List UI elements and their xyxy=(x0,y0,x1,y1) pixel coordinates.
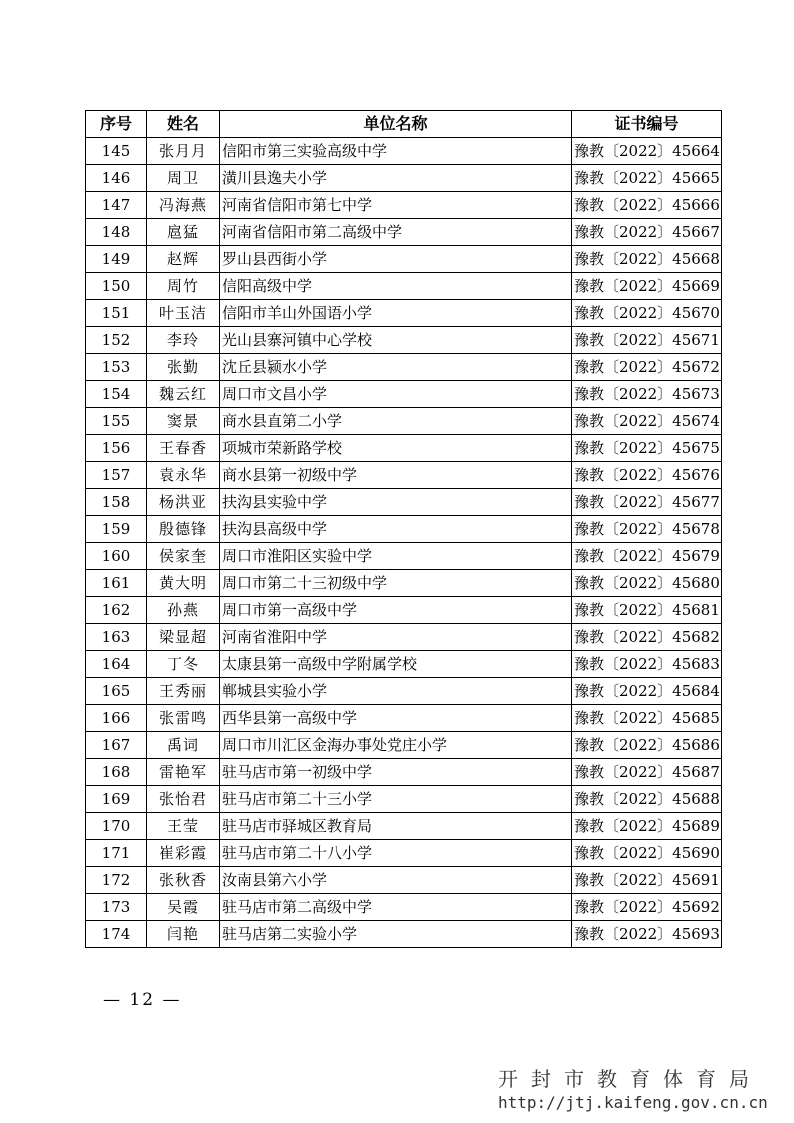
cell-no: 148 xyxy=(86,219,147,246)
cell-no: 160 xyxy=(86,543,147,570)
cell-cert: 豫教〔2022〕45668 xyxy=(572,246,722,273)
cell-unit: 驻马店第二实验小学 xyxy=(220,921,572,948)
cell-cert: 豫教〔2022〕45667 xyxy=(572,219,722,246)
cell-cert: 豫教〔2022〕45677 xyxy=(572,489,722,516)
cell-name: 黄大明 xyxy=(147,570,220,597)
cell-unit: 扶沟县高级中学 xyxy=(220,516,572,543)
cell-name: 侯家奎 xyxy=(147,543,220,570)
cell-name: 周卫 xyxy=(147,165,220,192)
cell-no: 151 xyxy=(86,300,147,327)
cell-cert: 豫教〔2022〕45673 xyxy=(572,381,722,408)
table-row xyxy=(86,705,722,732)
cell-unit: 西华县第一高级中学 xyxy=(220,705,572,732)
table-header-row xyxy=(86,111,722,138)
cell-no: 167 xyxy=(86,732,147,759)
cell-no: 171 xyxy=(86,840,147,867)
header-name: 姓名 xyxy=(147,111,220,138)
cell-unit: 商水县直第二小学 xyxy=(220,408,572,435)
cell-cert: 豫教〔2022〕45664 xyxy=(572,138,722,165)
cell-name: 赵辉 xyxy=(147,246,220,273)
cell-name: 崔彩霞 xyxy=(147,840,220,867)
cell-cert: 豫教〔2022〕45691 xyxy=(572,867,722,894)
cell-unit: 太康县第一高级中学附属学校 xyxy=(220,651,572,678)
cell-name: 雷艳军 xyxy=(147,759,220,786)
cell-cert: 豫教〔2022〕45674 xyxy=(572,408,722,435)
cell-name: 扈猛 xyxy=(147,219,220,246)
table-row xyxy=(86,624,722,651)
cell-unit: 周口市川汇区金海办事处党庄小学 xyxy=(220,732,572,759)
cell-no: 161 xyxy=(86,570,147,597)
header-unit: 单位名称 xyxy=(220,111,572,138)
table-row xyxy=(86,651,722,678)
cell-cert: 豫教〔2022〕45693 xyxy=(572,921,722,948)
cell-unit: 周口市淮阳区实验中学 xyxy=(220,543,572,570)
table-row xyxy=(86,273,722,300)
cell-name: 闫艳 xyxy=(147,921,220,948)
cell-cert: 豫教〔2022〕45666 xyxy=(572,192,722,219)
cell-unit: 河南省信阳市第二高级中学 xyxy=(220,219,572,246)
cell-unit: 光山县寨河镇中心学校 xyxy=(220,327,572,354)
cell-name: 梁显超 xyxy=(147,624,220,651)
cell-cert: 豫教〔2022〕45669 xyxy=(572,273,722,300)
cell-name: 周竹 xyxy=(147,273,220,300)
table-row xyxy=(86,219,722,246)
table-row xyxy=(86,543,722,570)
cell-unit: 沈丘县颍水小学 xyxy=(220,354,572,381)
table-row xyxy=(86,408,722,435)
cell-name: 窦景 xyxy=(147,408,220,435)
cell-no: 168 xyxy=(86,759,147,786)
cell-unit: 扶沟县实验中学 xyxy=(220,489,572,516)
cell-unit: 商水县第一初级中学 xyxy=(220,462,572,489)
cell-unit: 驻马店市第二十八小学 xyxy=(220,840,572,867)
cell-unit: 驻马店市驿城区教育局 xyxy=(220,813,572,840)
cell-name: 禹词 xyxy=(147,732,220,759)
cell-cert: 豫教〔2022〕45676 xyxy=(572,462,722,489)
cell-cert: 豫教〔2022〕45688 xyxy=(572,786,722,813)
cell-unit: 信阳高级中学 xyxy=(220,273,572,300)
cell-name: 张勤 xyxy=(147,354,220,381)
cell-no: 164 xyxy=(86,651,147,678)
table-row xyxy=(86,354,722,381)
cell-no: 173 xyxy=(86,894,147,921)
table-row xyxy=(86,435,722,462)
cell-unit: 周口市第一高级中学 xyxy=(220,597,572,624)
cell-name: 张雷鸣 xyxy=(147,705,220,732)
cell-unit: 郸城县实验小学 xyxy=(220,678,572,705)
cell-unit: 周口市第二十三初级中学 xyxy=(220,570,572,597)
cell-unit: 周口市文昌小学 xyxy=(220,381,572,408)
cell-no: 150 xyxy=(86,273,147,300)
cell-no: 159 xyxy=(86,516,147,543)
cell-name: 王秀丽 xyxy=(147,678,220,705)
table-row xyxy=(86,678,722,705)
cell-unit: 潢川县逸夫小学 xyxy=(220,165,572,192)
table-row xyxy=(86,489,722,516)
cell-cert: 豫教〔2022〕45686 xyxy=(572,732,722,759)
cell-name: 叶玉洁 xyxy=(147,300,220,327)
table-row xyxy=(86,192,722,219)
table-row xyxy=(86,516,722,543)
table-row xyxy=(86,921,722,948)
table-body xyxy=(86,138,722,948)
cell-name: 张怡君 xyxy=(147,786,220,813)
table-row xyxy=(86,246,722,273)
cell-name: 张秋香 xyxy=(147,867,220,894)
cell-no: 169 xyxy=(86,786,147,813)
cell-unit: 信阳市第三实验高级中学 xyxy=(220,138,572,165)
cell-cert: 豫教〔2022〕45685 xyxy=(572,705,722,732)
cell-unit: 河南省淮阳中学 xyxy=(220,624,572,651)
cell-name: 冯海燕 xyxy=(147,192,220,219)
cell-cert: 豫教〔2022〕45680 xyxy=(572,570,722,597)
cell-cert: 豫教〔2022〕45665 xyxy=(572,165,722,192)
cell-cert: 豫教〔2022〕45679 xyxy=(572,543,722,570)
table-row xyxy=(86,165,722,192)
cell-cert: 豫教〔2022〕45683 xyxy=(572,651,722,678)
cell-cert: 豫教〔2022〕45689 xyxy=(572,813,722,840)
cell-name: 杨洪亚 xyxy=(147,489,220,516)
cell-unit: 驻马店市第二高级中学 xyxy=(220,894,572,921)
cell-cert: 豫教〔2022〕45682 xyxy=(572,624,722,651)
table-row xyxy=(86,840,722,867)
table-row xyxy=(86,867,722,894)
page-number: — 12 — xyxy=(103,990,182,1010)
cell-name: 吴霞 xyxy=(147,894,220,921)
cell-cert: 豫教〔2022〕45684 xyxy=(572,678,722,705)
cell-name: 丁冬 xyxy=(147,651,220,678)
table-row xyxy=(86,570,722,597)
table-row xyxy=(86,894,722,921)
cell-cert: 豫教〔2022〕45690 xyxy=(572,840,722,867)
cell-no: 163 xyxy=(86,624,147,651)
cell-no: 147 xyxy=(86,192,147,219)
cell-unit: 信阳市羊山外国语小学 xyxy=(220,300,572,327)
cell-name: 李玲 xyxy=(147,327,220,354)
cell-no: 152 xyxy=(86,327,147,354)
cell-cert: 豫教〔2022〕45692 xyxy=(572,894,722,921)
table-row xyxy=(86,381,722,408)
cell-unit: 罗山县西街小学 xyxy=(220,246,572,273)
cell-no: 155 xyxy=(86,408,147,435)
table-row xyxy=(86,462,722,489)
cell-name: 殷德锋 xyxy=(147,516,220,543)
cell-name: 王春香 xyxy=(147,435,220,462)
cell-name: 魏云红 xyxy=(147,381,220,408)
cell-no: 166 xyxy=(86,705,147,732)
cell-no: 165 xyxy=(86,678,147,705)
table-row xyxy=(86,597,722,624)
cell-no: 172 xyxy=(86,867,147,894)
table-row xyxy=(86,759,722,786)
cell-no: 158 xyxy=(86,489,147,516)
cell-no: 149 xyxy=(86,246,147,273)
table-row xyxy=(86,300,722,327)
table-row xyxy=(86,732,722,759)
cell-cert: 豫教〔2022〕45675 xyxy=(572,435,722,462)
cell-no: 153 xyxy=(86,354,147,381)
table-row xyxy=(86,138,722,165)
cell-no: 154 xyxy=(86,381,147,408)
cell-cert: 豫教〔2022〕45681 xyxy=(572,597,722,624)
cell-no: 156 xyxy=(86,435,147,462)
cell-unit: 汝南县第六小学 xyxy=(220,867,572,894)
cell-unit: 驻马店市第一初级中学 xyxy=(220,759,572,786)
cell-name: 孙燕 xyxy=(147,597,220,624)
cell-unit: 项城市荣新路学校 xyxy=(220,435,572,462)
footer-org-name: 开封市教育体育局 xyxy=(498,1067,762,1091)
cell-name: 袁永华 xyxy=(147,462,220,489)
cell-no: 162 xyxy=(86,597,147,624)
cell-no: 146 xyxy=(86,165,147,192)
cell-no: 157 xyxy=(86,462,147,489)
cell-unit: 河南省信阳市第七中学 xyxy=(220,192,572,219)
cell-name: 王莹 xyxy=(147,813,220,840)
cell-cert: 豫教〔2022〕45678 xyxy=(572,516,722,543)
cell-cert: 豫教〔2022〕45670 xyxy=(572,300,722,327)
table-row xyxy=(86,813,722,840)
cell-no: 170 xyxy=(86,813,147,840)
cell-cert: 豫教〔2022〕45671 xyxy=(572,327,722,354)
footer-url: http://jtj.kaifeng.gov.cn.cn xyxy=(498,1093,768,1112)
cell-cert: 豫教〔2022〕45687 xyxy=(572,759,722,786)
cell-cert: 豫教〔2022〕45672 xyxy=(572,354,722,381)
cell-no: 174 xyxy=(86,921,147,948)
teacher-list-table xyxy=(85,110,722,948)
cell-unit: 驻马店市第二十三小学 xyxy=(220,786,572,813)
header-cert: 证书编号 xyxy=(572,111,722,138)
cell-name: 张月月 xyxy=(147,138,220,165)
table-row xyxy=(86,327,722,354)
table-row xyxy=(86,786,722,813)
cell-no: 145 xyxy=(86,138,147,165)
header-no: 序号 xyxy=(86,111,147,138)
